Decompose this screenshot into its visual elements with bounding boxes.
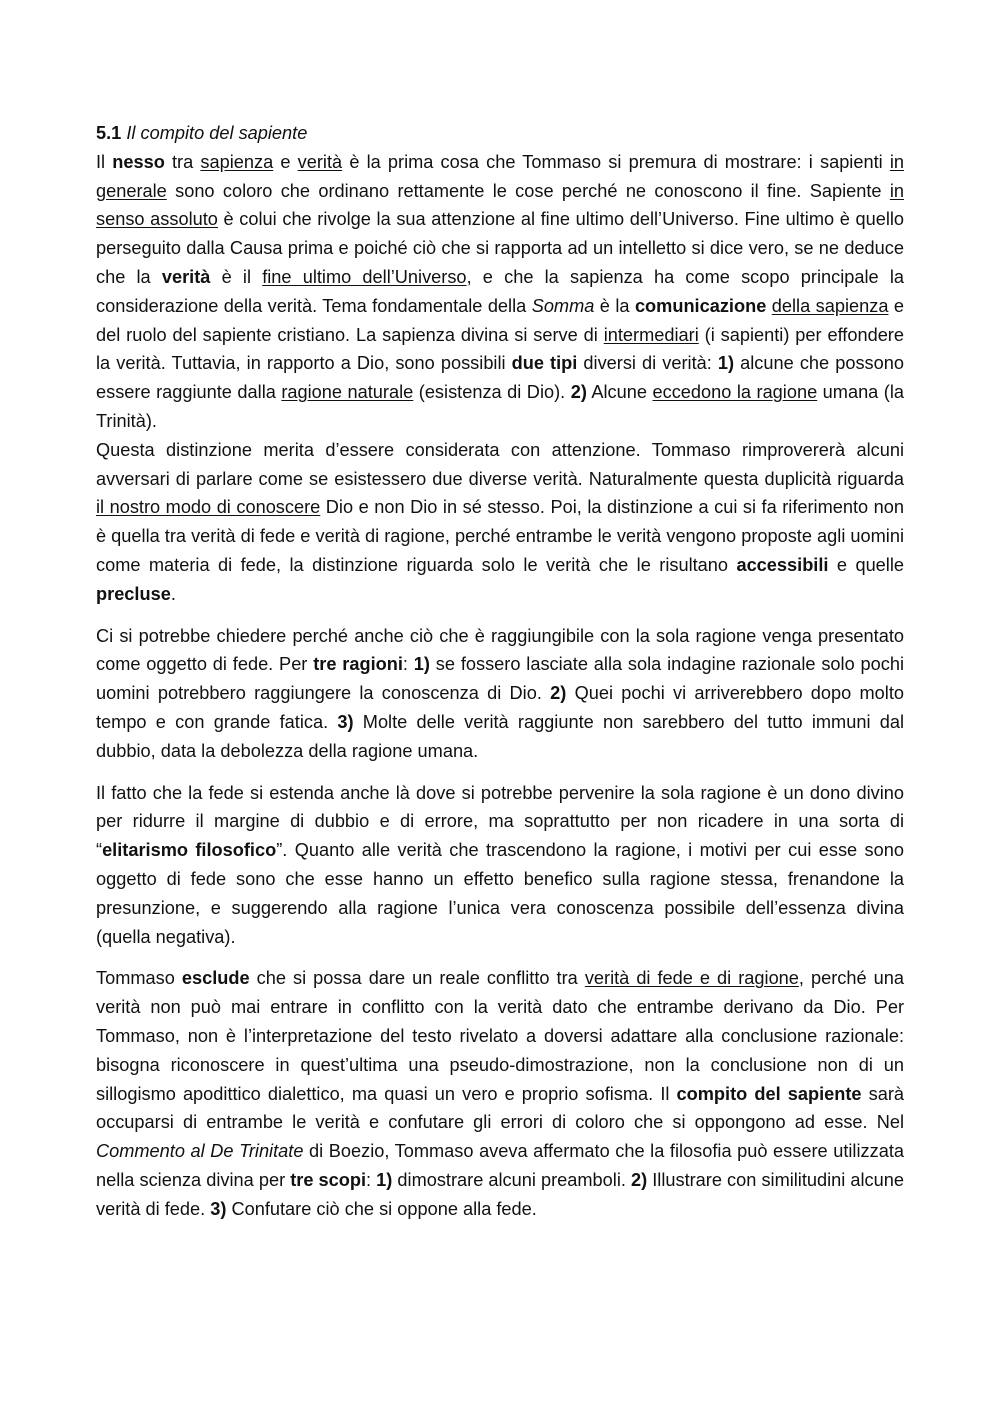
text-run: Illustrare con similitudini alcune verità di fede. [96,1169,904,1219]
underlined-text: della sapienza [771,295,889,316]
text-run: di Boezio, Tommaso aveva affermato che la filosofia può essere utilizzata nella scienza divina per [96,1141,904,1190]
text-run: umana (la Trinità). [96,382,905,431]
text-run: tra [164,151,201,172]
text-run: e quelle [828,554,904,575]
text-run: e del ruolo del sapiente cristiano. La sapienza divina si serve di [96,295,904,345]
paragraph-1 [96,148,904,436]
text-run: diversi di verità: [577,353,718,374]
bold-text: 2) [570,382,587,403]
text-run: Alcune [586,382,653,403]
underlined-text: in senso assoluto [96,180,904,230]
underlined-text: sapienza [200,151,274,172]
paragraph-4 [96,779,904,952]
bold-text: 3) [337,711,354,732]
bold-text: 3) [210,1198,227,1219]
section-heading [96,119,904,148]
text-run: è colui che rivolge la sua attenzione al fine ultimo dell’Universo. Fine ultimo è quello perseguito dalla Causa prima e poiché ciò che si rapporta ad un intelletto si dice vero, se ne deduce che la [96,209,905,287]
text-run: Il fatto che la fede si estenda anche là dove si potrebbe pervenire la sola ragione è un dono divino per ridurre il margine di dubbio e di errore, ma soprattutto per non ricadere in una sorta di “ [96,782,904,861]
text-run: se fossero lasciate alla sola indagine razionale solo pochi uomini potrebbero raggiungere la conoscenza di Dio. [96,654,905,704]
bold-text: 2) [550,683,567,704]
text-run: (esistenza di Dio). [413,382,571,403]
bold-text: accessibili [736,554,829,575]
text-run: Tommaso [96,968,182,989]
text-run: è la prima cosa che Tommaso si premura di mostrare: i sapienti [342,151,890,172]
bold-text: 1) [717,353,735,374]
text-run: sono coloro che ordinano rettamente le cose perché ne conoscono il fine. Sapiente [166,180,890,201]
text-run: alcune che possono essere raggiunte dalla [96,353,904,403]
text-run: è la [594,295,635,316]
bold-text: elitarismo filosofico [102,840,277,861]
bold-text: tre ragioni [313,654,403,675]
underlined-text: il nostro modo di conoscere [96,497,321,518]
paragraph-3 [96,622,904,766]
text-run: dimostrare alcuni preamboli. [392,1169,631,1190]
text-run: Dio e non Dio in sé stesso. Poi, la distinzione a cui si fa riferimento non è quella tra verità di fede e verità di ragione, perché entrambe le verità vengono proposte agli uomini come materia di fede, la distinzione riguarda solo le verità che le risultano [96,497,904,575]
text-run: Ci si potrebbe chiedere perché anche ciò che è raggiungibile con la sola ragione venga presentato come oggetto di fede. Per [96,625,904,675]
text-run: che si possa dare un reale conflitto tra [249,968,585,989]
bold-text: comunicazione [634,295,767,316]
text-run: e [273,151,298,172]
bold-text: due tipi [511,353,578,374]
document-body [96,119,904,1223]
text-run: Confutare ciò che si oppone alla fede. [226,1198,537,1219]
text-run: sarà occuparsi di entrambe le verità e confutare gli errori di coloro che si oppongono ad esse. Nel [96,1083,905,1133]
text-run: è il [210,266,263,287]
bold-text: precluse [96,583,171,604]
text-run: Il [96,151,113,172]
bold-text: 1) [413,654,430,675]
underlined-text: eccedono la ragione [652,382,818,403]
text-run: , perché una verità non può mai entrare in conflitto con la verità dato che entrambe derivano da Dio. Per Tommaso, non è l’interpretazione del testo rivelato a doversi adattare alla conclusione razionale: bisogna riconoscere in quest’ultima una pseudo-dimostrazione, non la conclusione non di un sillogismo apodittico dialettico, ma quasi un vero e proprio sofisma. Il [96,968,904,1104]
paragraph-5 [96,964,904,1223]
italic-text: Somma [531,295,595,316]
bold-text: nesso [112,151,165,172]
text-run: Quei pochi vi arriverebbero dopo molto tempo e con grande fatica. [96,683,905,732]
text-run: . [170,583,176,604]
text-run: : [402,654,414,675]
underlined-text: fine ultimo dell’Universo [262,266,467,287]
bold-text: 1) [376,1169,393,1190]
bold-text: verità [161,266,211,287]
underlined-text: verità [297,151,343,172]
text-run: (i sapienti) per effondere la verità. Tuttavia, in rapporto a Dio, sono possibili [96,324,904,374]
text-run: Molte delle verità raggiunte non sarebbero del tutto immuni dal dubbio, data la debolezza della ragione umana. [96,711,904,761]
section-title: Il compito del sapiente [126,123,308,143]
text-run: Questa distinzione merita d’essere considerata con attenzione. Tommaso rimprovererà alcuni avversari di parlare come se esistessero due diverse verità. Naturalmente questa duplicità riguarda [96,439,904,489]
bold-text: 2) [630,1169,648,1190]
text-run: : [366,1169,377,1190]
underlined-text: ragione naturale [281,382,414,403]
paragraph-2 [96,436,904,609]
underlined-text: intermediari [603,324,699,345]
bold-text: tre scopi [290,1169,367,1190]
bold-text: esclude [181,968,250,989]
text-run: ”. Quanto alle verità che trascendono la ragione, i motivi per cui esse sono oggetto di fede sono che esse hanno un effetto benefico sulla ragione stessa, frenandone la presunzione, e suggerendo alla ragione l’unica vera conoscenza possibile dell’essenza divina (quella negativa). [96,840,904,947]
section-number: 5.1 [96,123,122,143]
bold-text: compito del sapiente [676,1083,862,1104]
underlined-text: verità di fede e di ragione [584,968,799,989]
text-run: , e che la sapienza ha come scopo principale la considerazione della verità. Tema fondamentale della [96,266,905,316]
italic-text: Commento al De Trinitate [96,1141,304,1162]
underlined-text: in generale [96,151,904,201]
